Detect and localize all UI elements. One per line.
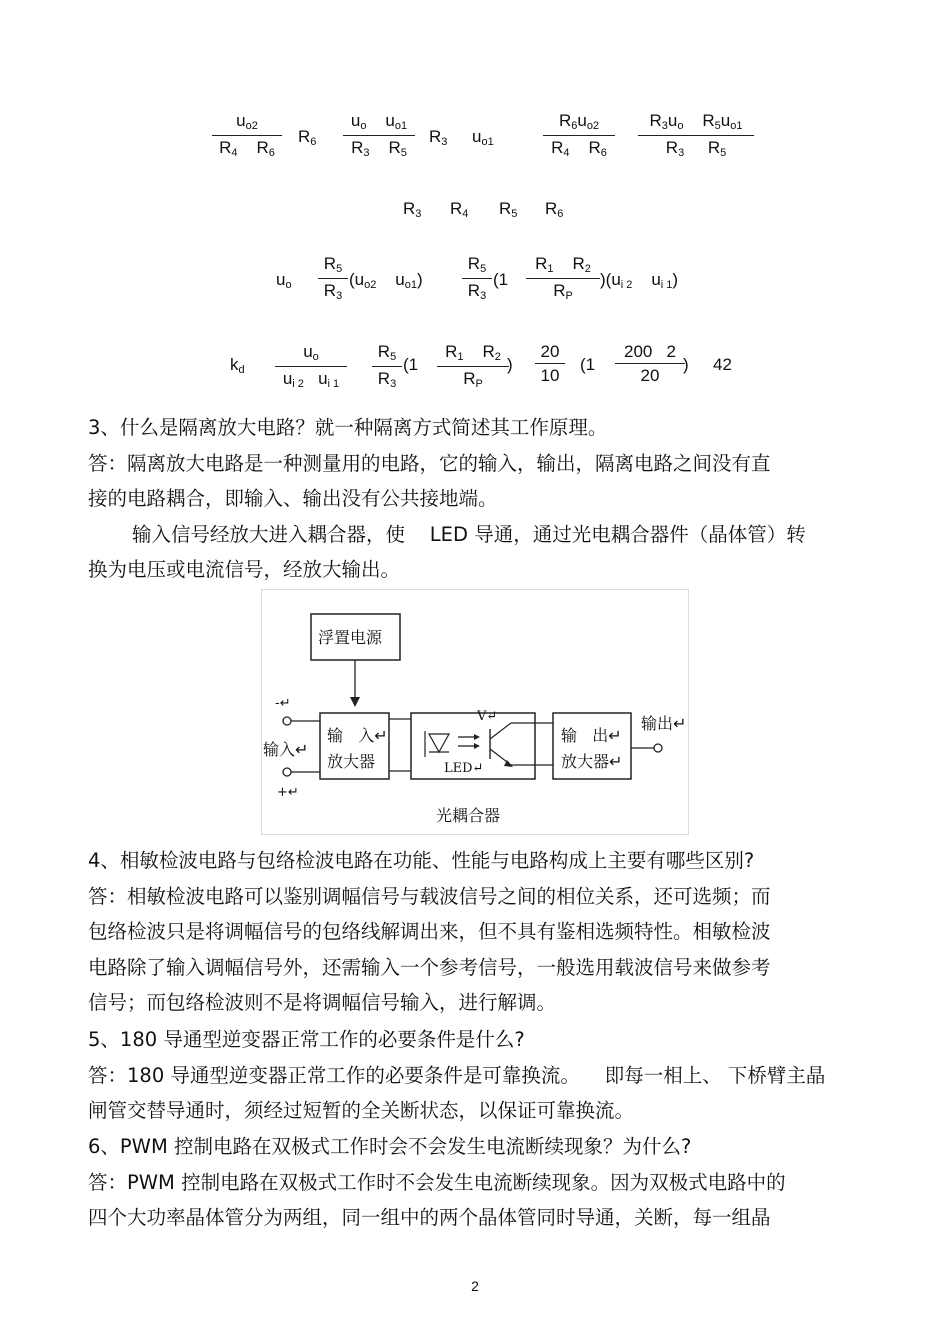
input-label: 输入↵ (263, 740, 309, 759)
eq2-r6: $R_6$ (545, 199, 564, 220)
eq1-frac-2: $u_o$ $u_{o1}$ $R_3$ $R_5$ (343, 112, 415, 159)
eq2-r3: $R_3$ (403, 199, 422, 220)
input-minus-label: -↵ (275, 696, 291, 711)
eq4-close-1: ) (507, 355, 513, 374)
eq3-uo: $u_o$ (276, 270, 292, 291)
input-minus-terminal (283, 717, 291, 725)
question-3-title: 3、什么是隔离放大电路？就一种隔离方式简述其工作原理。 (88, 416, 608, 439)
answer-3-line-1: 答：隔离放大电路是一种测量用的电路，它的输入，输出，隔离电路之间没有直 (88, 451, 771, 475)
question-5-block (88, 1022, 868, 1129)
question-6-block (88, 1129, 868, 1236)
output-terminal (654, 744, 662, 752)
output-amp-label-1: 输 出↵ (561, 726, 622, 745)
floating-power-label: 浮置电源 (318, 628, 383, 647)
eq4-frac-3: $R_1$ $R_2$ $R_P$ (437, 343, 509, 390)
answer-6-line-1: 答：PWM 控制电路在双极式工作时不会发生电流断续现象。因为双极式电路中的 (88, 1170, 786, 1194)
eq4-frac-5: 200 2 20 (615, 343, 685, 384)
answer-5-line-2: 闸管交替导通时，须经过短暂的全关断状态，以保证可靠换流。 (88, 1099, 635, 1122)
eq1-frac-1: $u_{o2}$ $R_4$ $R_6$ (212, 112, 282, 159)
question-6-title: 6、PWM 控制电路在双极式工作时会不会发生电流断续现象？为什么? (88, 1135, 692, 1158)
output-amp-label-2: 放大器↵ (561, 752, 623, 771)
answer-3-line-2: 接的电路耦合，即输入、输出没有公共接地端。 (88, 487, 498, 510)
eq3-frac-2: $R_5$ $R_3$ (462, 255, 492, 302)
question-4-block (88, 843, 868, 1021)
eq3-frac-1: $R_5$ $R_3$ (318, 255, 348, 302)
output-label: 输出↵ (641, 714, 687, 733)
eq4-frac-1: $u_o$ $u_{i 2}$ $u_{i 1}$ (275, 343, 347, 390)
optocoupler-diagram (261, 589, 689, 835)
led-label: LED↵ (444, 761, 484, 776)
eq3-paren-1: ($u_{o2}$ $u_{o1}$) (349, 270, 423, 291)
page-number: 2 (471, 1278, 479, 1294)
input-plus-terminal (283, 768, 291, 776)
eq4-result: 42 (713, 355, 732, 374)
answer-4-line-3: 电路除了输入调幅信号外，还需输入一个参考信号，一般选用载波信号来做参考 (88, 955, 771, 979)
eq4-frac-4: 20 10 (535, 343, 565, 384)
answer-4-line-4: 信号；而包络检波则不是将调幅信号输入，进行解调。 (88, 991, 557, 1014)
input-amp-label-2: 放大器 (327, 752, 376, 771)
eq2-r4: $R_4$ (450, 199, 469, 220)
answer-3-para2-line-2: 换为电压或电流信号，经放大输出。 (88, 558, 401, 581)
question-5-title: 5、180 导通型逆变器正常工作的必要条件是什么? (88, 1028, 525, 1051)
eq1-frac-4: $R_3u_o$ $R_5u_{o1}$ $R_3$ $R_5$ (638, 112, 754, 159)
eq1-r3: $R_3$ (429, 127, 448, 148)
eq3-open: (1 (493, 270, 509, 289)
eq4-open-1: (1 (403, 355, 419, 374)
question-4-title: 4、相敏检波电路与包络检波电路在功能、性能与电路构成上主要有哪些区别? (88, 849, 755, 872)
eq1-frac-3: $R_6u_{o2}$ $R_4$ $R_6$ (543, 112, 615, 159)
eq2-r5: $R_5$ (499, 199, 518, 220)
eq1-uo1: $u_{o1}$ (472, 127, 494, 148)
answer-4-line-2: 包络检波只是将调幅信号的包络线解调出来，但不具有鉴相选频特性。相敏检波 (88, 920, 771, 943)
eq4-frac-2: $R_5$ $R_3$ (372, 343, 402, 390)
input-plus-label: +↵ (277, 785, 299, 800)
eq4-open-2: (1 (580, 355, 596, 374)
input-amp-label-1: 输 入↵ (327, 726, 388, 745)
answer-6-line-2: 四个大功率晶体管分为两组，同一组中的两个晶体管同时导通，关断，每一组晶 (88, 1206, 771, 1229)
eq3-tail: )($u_{i 2}$ $u_{i 1}$) (600, 270, 679, 291)
eq3-frac-3: $R_1$ $R_2$ $R_P$ (526, 255, 600, 302)
eq4-close-2: ) (683, 355, 689, 374)
question-3-block (88, 410, 868, 588)
answer-3-para2-line-1: 输入信号经放大进入耦合器，使 LED 导通，通过光电耦合器件（晶体管）转 (132, 522, 806, 546)
v-label: V↵ (477, 709, 498, 724)
answer-4-line-1: 答：相敏检波电路可以鉴别调幅信号与载波信号之间的相位关系，还可选频；而 (88, 884, 771, 908)
eq4-kd: $k_d$ (230, 355, 245, 376)
coupler-label: 光耦合器 (436, 806, 501, 825)
answer-5-line-1: 答：180 导通型逆变器正常工作的必要条件是可靠换流。 即每一相上、 下桥臂主晶 (88, 1063, 826, 1087)
eq1-r6: $R_6$ (298, 127, 317, 148)
